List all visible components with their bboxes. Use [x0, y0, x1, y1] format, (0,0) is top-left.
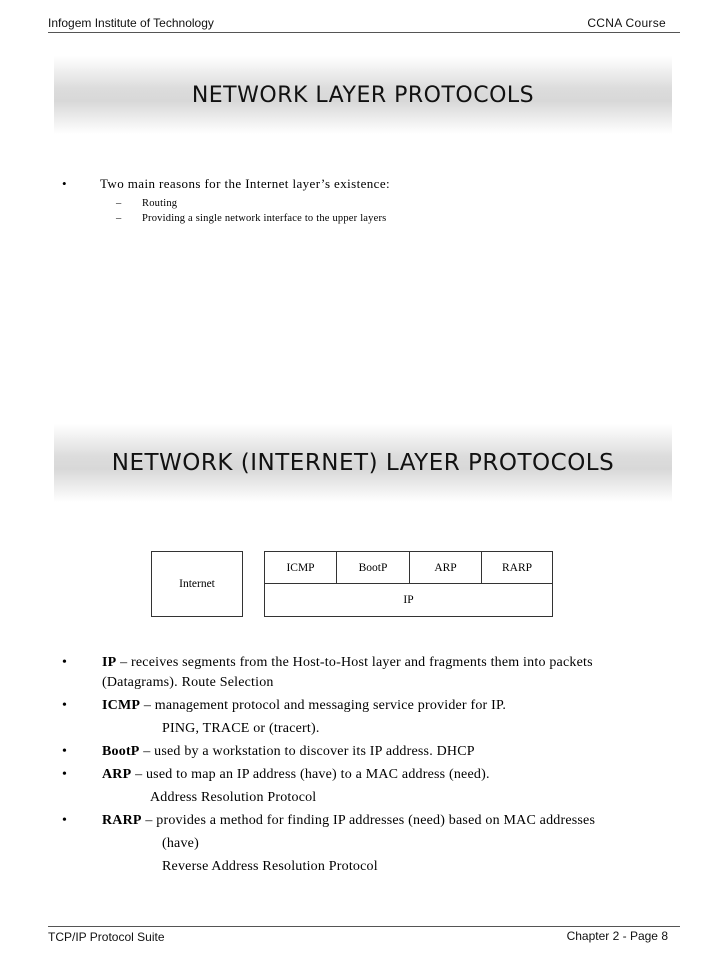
- protocol-term: IP: [102, 655, 117, 670]
- diagram-bootp-box: [336, 551, 410, 584]
- diagram-internet-box: [151, 551, 243, 617]
- bullet-dot-icon: •: [62, 176, 67, 191]
- slide2-title: NETWORK (INTERNET) LAYER PROTOCOLS: [111, 450, 615, 476]
- protocol-item-ip: [62, 653, 662, 693]
- header-institute: Infogem Institute of Technology: [48, 16, 214, 30]
- slide1-title: NETWORK LAYER PROTOCOLS: [191, 82, 535, 108]
- diagram-icmp-box: [264, 551, 337, 584]
- slide1-sub-item: [100, 213, 390, 224]
- protocol-desc: – used to map an IP address (have) to a MAC address (need).: [131, 767, 490, 782]
- protocol-extra: Reverse Address Resolution Protocol: [162, 859, 378, 874]
- header-divider: [48, 32, 680, 33]
- footer-divider: [48, 926, 680, 927]
- diagram-top-label: BootP: [358, 561, 388, 574]
- protocol-item-bootp: [62, 742, 662, 762]
- slide1-title-banner: [54, 56, 672, 134]
- slide1-bullet: [62, 176, 390, 224]
- diagram-ip-box: [264, 583, 553, 617]
- slide1-sub-list: [100, 198, 390, 224]
- slide1-sub-text: Routing: [142, 198, 178, 209]
- protocol-term: ARP: [102, 767, 132, 782]
- dash-icon: –: [116, 198, 122, 209]
- footer-suite: TCP/IP Protocol Suite: [48, 930, 165, 944]
- slide1-bullet-text: Two main reasons for the Internet layer’s existence:: [100, 176, 391, 191]
- slide1-bullet-list: [62, 176, 390, 228]
- protocol-extra: (have): [162, 836, 199, 851]
- protocol-desc: – provides a method for finding IP addresses (need) based on MAC addresses: [141, 813, 596, 828]
- dash-icon: –: [116, 213, 122, 224]
- diagram-rarp-box: [481, 551, 553, 584]
- protocol-desc: – used by a workstation to discover its IP address. DHCP: [139, 744, 475, 759]
- protocol-extra: Address Resolution Protocol: [150, 790, 317, 805]
- bullet-dot-icon: •: [62, 744, 68, 759]
- slide1-sub-text: Providing a single network interface to the upper layers: [142, 213, 387, 224]
- header-course: CCNA Course: [587, 16, 666, 30]
- bullet-dot-icon: •: [62, 655, 68, 670]
- bullet-dot-icon: •: [62, 698, 68, 713]
- protocol-extra: PING, TRACE or (tracert).: [162, 721, 320, 736]
- protocol-term: ICMP: [102, 698, 141, 713]
- protocol-desc: – management protocol and messaging service provider for IP.: [140, 698, 507, 713]
- protocol-item-icmp: [62, 696, 662, 739]
- protocol-item-arp: [62, 765, 662, 808]
- diagram-arp-box: [409, 551, 482, 584]
- diagram-top-label: RARP: [501, 561, 533, 574]
- protocol-desc: – receives segments from the Host-to-Host layer and fragments them into packets (Datagrams). Route Selection: [102, 655, 593, 690]
- protocol-term: BootP: [102, 744, 140, 759]
- diagram-internet-label: Internet: [179, 578, 215, 590]
- protocol-item-rarp: [62, 811, 662, 877]
- diagram-top-label: ARP: [434, 561, 457, 574]
- slide2-title-banner: [54, 424, 672, 502]
- bullet-dot-icon: •: [62, 767, 68, 782]
- slide1-sub-item: [100, 198, 390, 209]
- bullet-dot-icon: •: [62, 813, 68, 828]
- footer-page-number: Chapter 2 - Page 8: [566, 929, 668, 943]
- diagram-top-label: ICMP: [286, 561, 315, 574]
- diagram-ip-label: IP: [403, 594, 414, 606]
- protocol-term: RARP: [102, 813, 142, 828]
- slide2-bullet-list: [62, 653, 662, 880]
